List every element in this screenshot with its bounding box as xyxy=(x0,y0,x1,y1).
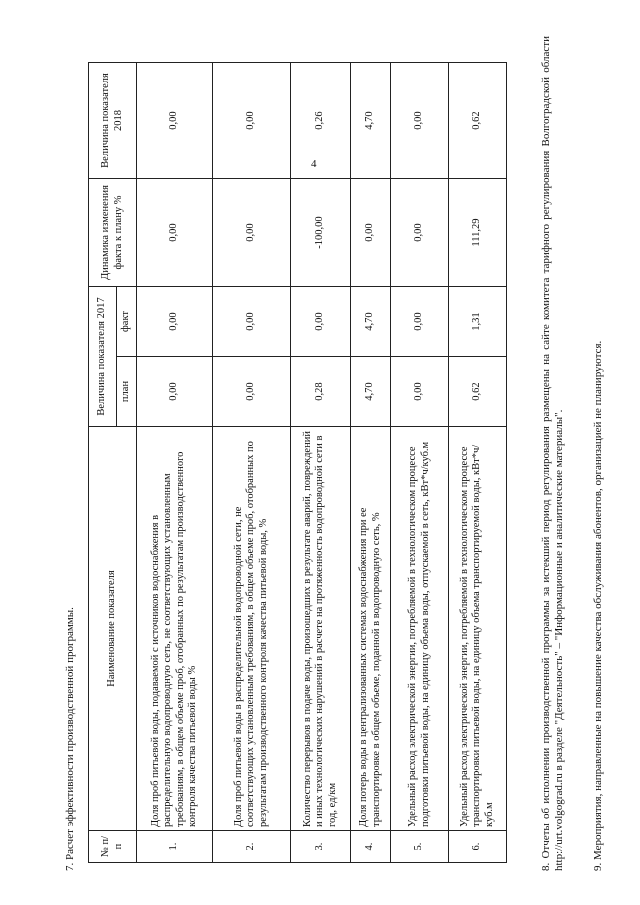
row-2018: 0,26 xyxy=(291,63,351,179)
header-dynamics: Динамика изменения факта к плану % xyxy=(89,179,137,287)
row-plan: 0,00 xyxy=(137,357,213,427)
row-dynamics: 0,00 xyxy=(213,179,291,287)
row-dynamics: 0,00 xyxy=(351,179,391,287)
header-2017: Величина показателя 2017 xyxy=(89,287,117,427)
row-fact: 0,00 xyxy=(213,287,291,357)
row-plan: 0,00 xyxy=(391,357,449,427)
header-fact: факт xyxy=(117,287,137,357)
row-fact: 1,31 xyxy=(449,287,507,357)
efficiency-table xyxy=(88,62,507,863)
row-name: Удельный расход электрической энергии, потребляемой в технологическом процессе транспортировки питьевой воды, на единицу объема транспортируемой воды, кВт*ч/куб.м xyxy=(449,427,507,831)
section-7-title: 7. Расчет эффективности производственной программы. xyxy=(64,607,76,871)
header-name: Наименование показателя xyxy=(89,427,137,831)
header-num: № п/п xyxy=(89,831,137,863)
note-9: 9. Мероприятия, направленные на повышение качества обслуживания абонентов, организацией не планируются. xyxy=(592,340,604,871)
row-fact: 0,00 xyxy=(291,287,351,357)
row-2018: 0,00 xyxy=(213,63,291,179)
row-plan: 0,00 xyxy=(213,357,291,427)
row-num: 2. xyxy=(213,831,291,863)
header-plan: план xyxy=(117,357,137,427)
row-name: Доля потерь воды в централизованных системах водоснабжения при ее транспортировке в общем объеме, поданной в водопроводную сеть, % xyxy=(351,427,391,831)
row-num: 3. xyxy=(291,831,351,863)
row-2018: 4,70 xyxy=(351,63,391,179)
header-2018: Величина показателя 2018 xyxy=(89,63,137,179)
table-row xyxy=(213,63,291,863)
row-fact: 0,00 xyxy=(137,287,213,357)
note-8: 8. Отчеты об исполнении производственной программы за истекший период регулирования размещены на сайте комитета тарифного регулирования Волгоградской области http://urt.volgograd.ru в разделе "Деятельность" – "Информационные и аналитические материалы". xyxy=(540,36,566,871)
table-row xyxy=(291,63,351,863)
row-dynamics: -100,00 xyxy=(291,179,351,287)
row-2018: 0,62 xyxy=(449,63,507,179)
row-name: Удельный расход электрической энергии, потребляемой в технологическом процессе подготовки питьевой воды, на единицу объема воды, отпускаемой в сеть, кВт*ч/куб.м xyxy=(391,427,449,831)
page-number: 4 xyxy=(311,158,317,170)
row-name: Количество перерывов в подаче воды, произошедших в результате аварий, повреждений и иных технологических нарушений в расчете на протяженность водопроводной сети в год, ед/км xyxy=(291,427,351,831)
row-plan: 0,62 xyxy=(449,357,507,427)
row-plan: 4,70 xyxy=(351,357,391,427)
row-plan: 0,28 xyxy=(291,357,351,427)
table-row xyxy=(449,63,507,863)
row-fact: 0,00 xyxy=(391,287,449,357)
row-name: Доля проб питьевой воды, подаваемой с источников водоснабжения в распределительную водопроводную сеть, не соответствующих установленным требованиям, в общем объеме проб, отобранных по результатам производственного контроля качества питьевой воды % xyxy=(137,427,213,831)
table-row xyxy=(351,63,391,863)
row-dynamics: 111,29 xyxy=(449,179,507,287)
row-num: 4. xyxy=(351,831,391,863)
row-num: 6. xyxy=(449,831,507,863)
row-fact: 4,70 xyxy=(351,287,391,357)
table-row xyxy=(391,63,449,863)
row-2018: 0,00 xyxy=(137,63,213,179)
table-row xyxy=(137,63,213,863)
row-num: 1. xyxy=(137,831,213,863)
row-num: 5. xyxy=(391,831,449,863)
row-name: Доля проб питьевой воды в распределительной водопроводной сети, не соответствующих установленным требованиям, в общем объеме проб, отобранных по результатам производственного контроля качества питьевой воды, % xyxy=(213,427,291,831)
row-dynamics: 0,00 xyxy=(391,179,449,287)
row-2018: 0,00 xyxy=(391,63,449,179)
row-dynamics: 0,00 xyxy=(137,179,213,287)
